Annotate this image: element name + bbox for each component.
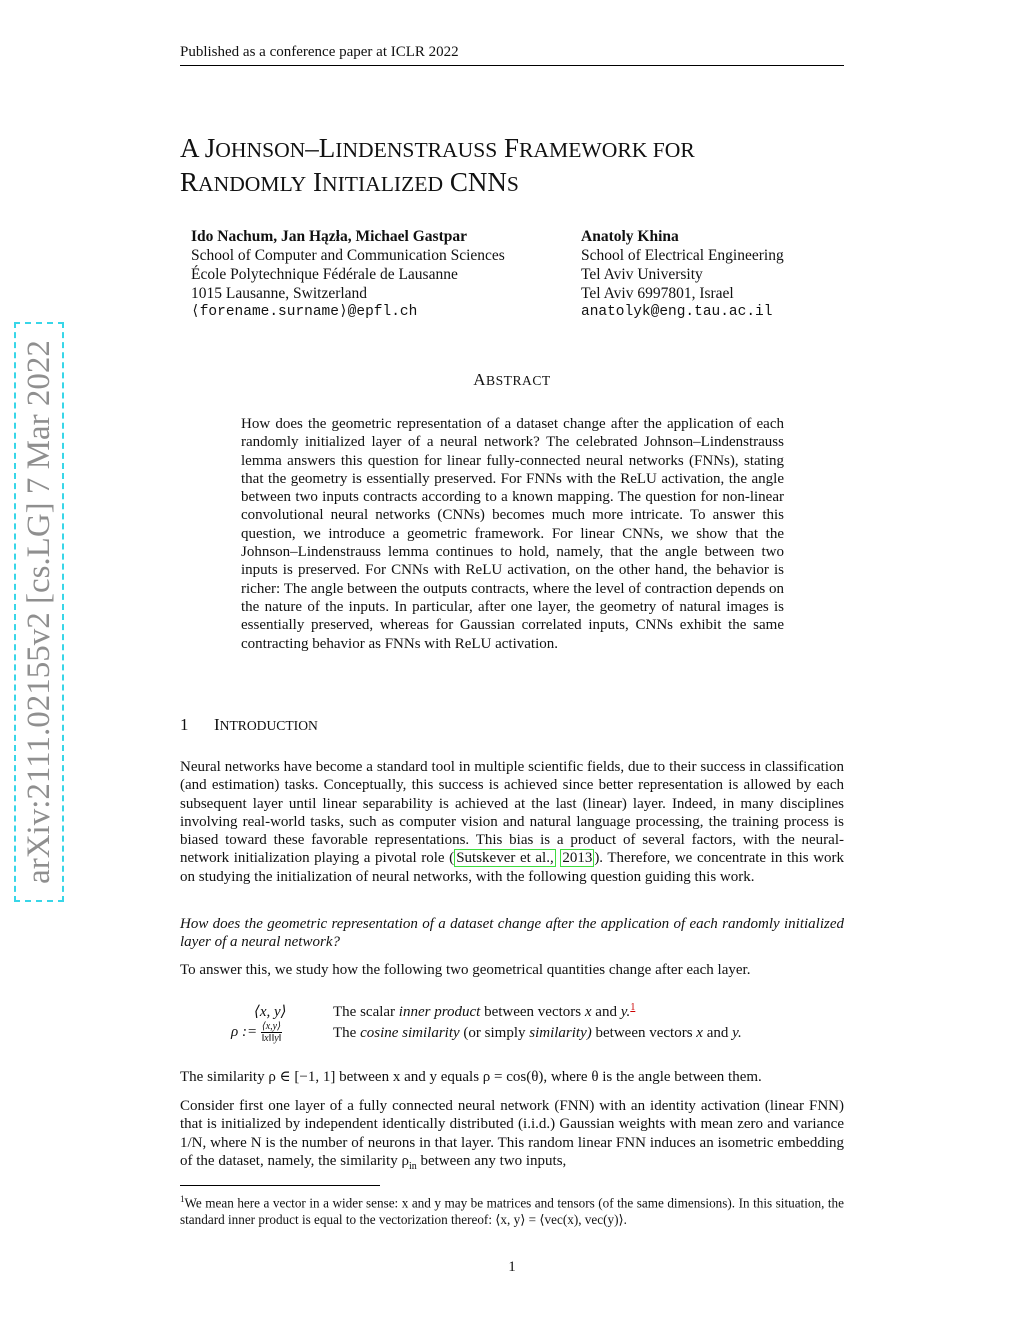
guiding-question: How does the geometric representation of a dataset change after the application of each randomly initialized layer of a neural network?: [180, 916, 844, 951]
affiliation-line: École Polytechnique Fédérale de Lausanne: [191, 266, 458, 283]
affiliation-line: School of Electrical Engineering: [581, 247, 784, 264]
citation-link[interactable]: Sutskever et al.,: [456, 850, 554, 867]
footnote: $^1$We mean here a vector in a wider sense: x and y may be matrices and tensors (of the same dimensions). In this situation, the standard inner product is equal to the vectorization thereof: ⟨x, y⟩ = ⟨vec(x), vec(y)⟩.: [180, 1194, 844, 1228]
intro-paragraph-1: Neural networks have become a standard tool in multiple scientific fields, due to their success in classification (and estimation) tasks. Conceptually, this success is achieved since better representation is allowed by each subsequent layer until linear separability is achieved at the last (linear) layer. Indeed, in many disciplines involving real-world tasks, such as computer vision and natural language processing, the training process is biased toward these favorable representations. This bias is a product of several factors, with the neural-network initialization playing a pivotal role ( Sutskever et al., 2013 ). Therefore, we concentrate in this work on studying the initialization of neural networks, with the following question guiding this work.: [180, 759, 845, 885]
intro-paragraph-3: The similarity ρ ∈ [−1, 1] between x and y equals ρ = cos(θ), where θ is the angle between them.: [180, 1069, 762, 1085]
running-header: Published as a conference paper at ICLR 2022: [180, 44, 844, 66]
author-block-left: [191, 227, 505, 322]
footnote-divider: [180, 1185, 380, 1186]
citation-link[interactable]: 2013: [562, 850, 593, 867]
affiliation-line: Tel Aviv 6997801, Israel: [581, 285, 734, 302]
affiliation-line: Tel Aviv University: [581, 266, 703, 283]
paper-title: [180, 132, 844, 200]
inner-product-definition: The scalar inner product between vectors x and y.$^1$: [333, 1002, 636, 1020]
author-names: Ido Nachum, Jan Hązła, Michael Gastpar: [191, 228, 467, 245]
author-block-right: [581, 227, 784, 322]
page-number: 1: [508, 1259, 516, 1275]
abstract-text: How does the geometric representation of a dataset change after the application of each randomly initialized layer of a neural network? The celebrated Johnson–Lindenstrauss lemma answers this question for linear fully-connected neural networks (FNNs), stating that the geometry is essentially preserved. For FNNs with the ReLU activation, the angle between two inputs contracts according to a known mapping. The question for non-linear convolutional neural networks (CNNs) becomes much more intricate. To answer this question, we introduce a geometric framework. For linear CNNs, we show that the Johnson–Lindenstrauss lemma continues to hold, namely, that the angle between two inputs is preserved. For CNNs with ReLU activation, on the other hand, the behavior is richer: The angle between the outputs contracts, where the level of contraction depends on the nature of the inputs. In particular, after one layer, the geometry of natural images is essentially preserved, whereas for Gaussian correlated inputs, CNNs exhibit the same contracting behavior as FNNs with ReLU activation.: [241, 416, 784, 652]
title-line-1: A JOHNSON–LINDENSTRAUSS FRAMEWORK FOR: [180, 133, 695, 163]
author-email: anatolyk@eng.tau.ac.il: [581, 304, 773, 320]
affiliation-line: 1015 Lausanne, Switzerland: [191, 285, 368, 302]
intro-paragraph-2: To answer this, we study how the following two geometrical quantities change after each layer.: [180, 962, 751, 978]
author-email: ⟨forename.surname⟩@epfl.ch: [191, 304, 418, 320]
author-names: Anatoly Khina: [581, 228, 679, 245]
arxiv-stamp[interactable]: arXiv:2111.02155v2 [cs.LG] 7 Mar 2022: [14, 322, 64, 902]
cosine-similarity-formula: ρ := $\frac{⟨x,y⟩}{‖x‖‖y‖}$: [231, 1021, 282, 1044]
footnote-link[interactable]: 1: [630, 1002, 636, 1013]
intro-paragraph-4: Consider first one layer of a fully connected neural network (FNN) with an identity activation (linear FNN) that is initialized by independent identically distributed (i.i.d.) Gaussian weights with mean zero and variance 1/N, where N is the number of neurons in that layer. This random linear FNN induces an isometric embedding of the dataset, namely, the similarity $\rho_{in}$ between any two inputs,: [180, 1098, 844, 1172]
section-heading: 1 INTRODUCTION: [180, 715, 318, 734]
title-line-2: RANDOMLY INITIALIZED CNNS: [180, 167, 519, 197]
inner-product-symbol: ⟨x, y⟩: [254, 1004, 287, 1020]
abstract-heading: ABSTRACT: [473, 370, 551, 389]
cosine-similarity-definition: The cosine similarity (or simply similarity) between vectors x and y.: [333, 1025, 742, 1041]
affiliation-line: School of Computer and Communication Sciences: [191, 247, 505, 264]
section-number: 1: [180, 715, 189, 734]
